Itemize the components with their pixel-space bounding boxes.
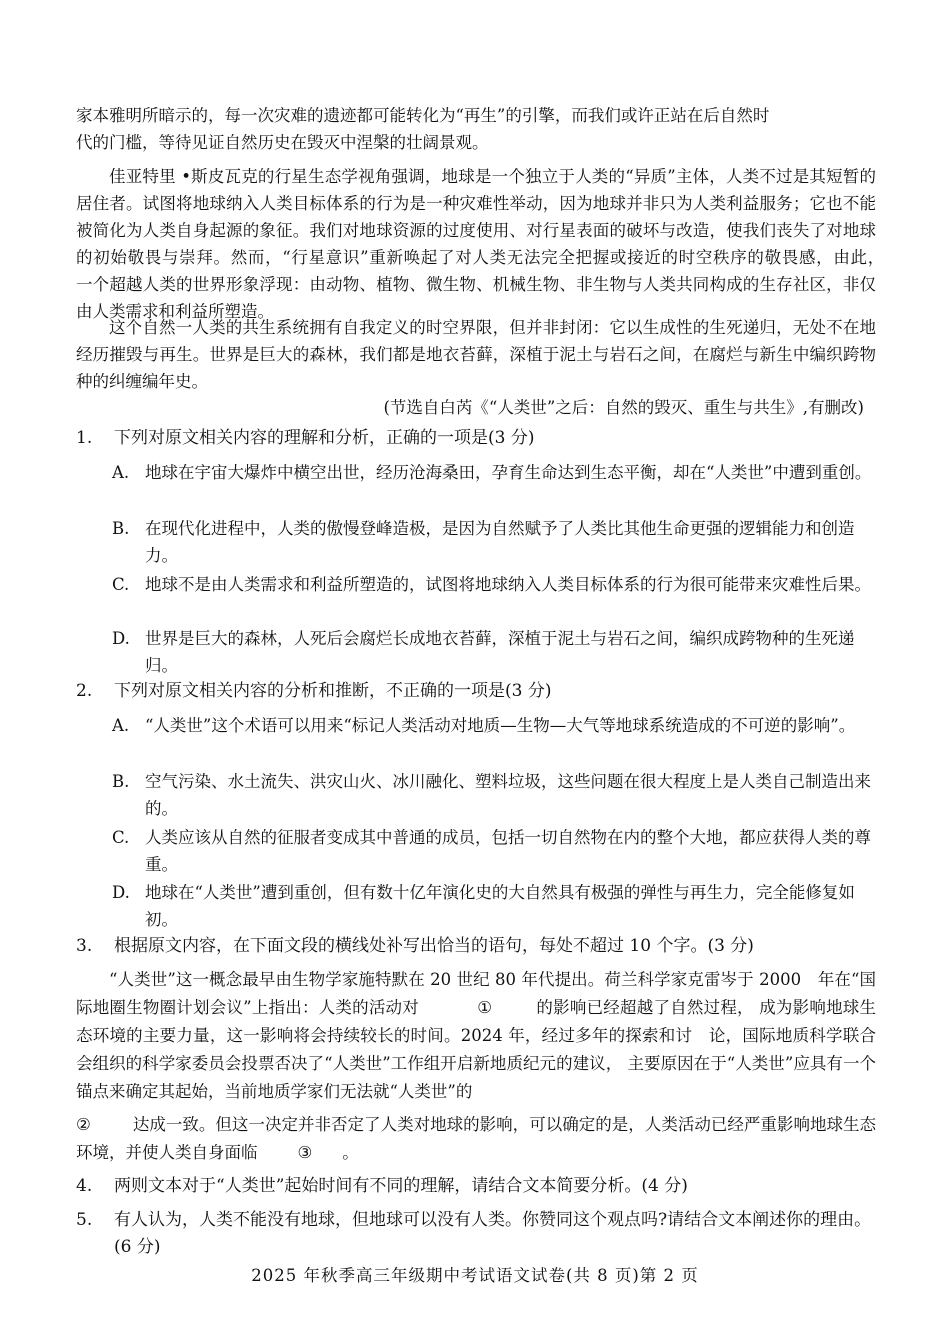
blank-3-marker: ③ bbox=[297, 1143, 313, 1162]
option-text: 地球在宇宙大爆炸中横空出世，经历沧海桑田，孕育生命达到生态平衡，却在“人类世”中遭到重创。 bbox=[145, 463, 872, 482]
option-text: 人类应该从自然的征服者变成其中普通的成员，包括一切自然物在内的整个大地，都应获得人类的尊重。 bbox=[145, 828, 871, 874]
question-stem: 下列对原文相关内容的分析和推断，不正确的一项是(3 分) bbox=[114, 681, 552, 701]
question-number: 1. bbox=[76, 428, 93, 448]
q3-fill-paragraph-continued bbox=[76, 1111, 876, 1167]
question-number: 4. bbox=[76, 1176, 93, 1196]
passage-source: (节选自白芮《“人类世”之后：自然的毁灭、重生与共生》,有删改) bbox=[383, 398, 864, 417]
option-text: “人类世”这个术语可以用来“标记人类活动对地质—生物—大气等地球系统造成的不可逆的影响”。 bbox=[145, 716, 856, 735]
option-letter: C. bbox=[112, 575, 130, 594]
q3-fill-paragraph bbox=[76, 966, 876, 1106]
option-letter: B. bbox=[112, 772, 130, 791]
passage-paragraph-2: 佳亚特里 •斯皮瓦克的行星生态学视角强调，地球是一个独立于人类的“异质”主体，人类不过是其短暂的居住者。试图将地球纳入人类目标体系的行为是一种灾难性举动，因为地球并非只为人类利益服务；它也不能被简化为人类自身起源的象征。我们对地球资源的过度使用、对行星表面的破坏与改造，使我们丧失了对地球的初始敬畏与崇拜。然而，“行星意识”重新唤起了对人类无法完全把握或接近的时空秩序的敬畏感，由此， 一个超越人类的世界形象浮现：由动物、植物、微生物、机械生物、非生物与人类共同构成的生存社区，非仅由人类需求和利益所塑造。 bbox=[76, 167, 893, 321]
passage-p1-line2: 代的门槛，等待见证自然历史在毁灭中涅槃的壮阔景观。 bbox=[76, 133, 489, 152]
blank-2-marker: ② bbox=[76, 1115, 91, 1134]
option-text: 空气污染、水土流失、洪灾山火、冰川融化、塑料垃圾，这些问题在很大程度上是人类自己制造出来的。 bbox=[145, 772, 871, 818]
passage-paragraph-3: 这个自然一人类的共生系统拥有自我定义的时空界限，但并非封闭：它以生成性的生死递归，无处不在地经历摧毁与再生。世界是巨大的森林，我们都是地衣苔藓，深植于泥土与岩石之间，在腐烂与新生中编织跨物种的纠缠编年史。 bbox=[76, 318, 876, 391]
q3-text-part-a: “人类世”这一概念最早由生物学家施特默在 20 世纪 80 年代提出。荷兰科学家克雷岑于 2000 年在“国际地圈生物圈计划会议”上指出：人类的活动对 bbox=[76, 970, 876, 1017]
option-text: 世界是巨大的森林，人死后会腐烂长成地衣苔藓，深植于泥土与岩石之间，编织成跨物种的生死递归。 bbox=[145, 629, 855, 675]
question-stem: 有人认为，人类不能没有地球，但地球可以没有人类。你赞同这个观点吗?请结合文本阐述你的理由。(6 分) bbox=[114, 1210, 872, 1257]
question-number: 3. bbox=[76, 936, 93, 956]
q3-text-part-b: 的影响已经超越了自然过程， 成为影响地球生态环境的主要力量，这一影响将会持续较长的时间。2024 年，经过多年的探索和讨 论，国际地质科学联合会组织的科学家委员会投票否决了“人类世”工作组开启新地质纪元的建议， 主要原因在于“人类世”应具有一个锚点来确定其起始，当前地质学家们无法就“人类世”的 bbox=[76, 998, 877, 1101]
question-stem: 两则文本对于“人类世”起始时间有不同的理解，请结合文本简要分析。(4 分) bbox=[114, 1176, 688, 1196]
option-letter: B. bbox=[112, 519, 130, 538]
question-stem: 根据原文内容，在下面文段的横线处补写出恰当的语句，每处不超过 10 个字。(3 分) bbox=[114, 936, 754, 956]
option-text: 地球在“人类世”遭到重创，但有数十亿年演化史的大自然具有极强的弹性与再生力，完全能修复如初。 bbox=[145, 883, 855, 929]
passage-p1-line1: 家本雅明所暗示的，每一次灾难的遗迹都可能转化为“再生”的引擎，而我们或许正站在后自然时 bbox=[76, 106, 770, 125]
q3-text-part-c: 达成一致。但这一决定并非否定了人类对地球的影响，可以确定的是，人类活动已经严重影响地球生态环境，并使人类自身面临 bbox=[76, 1115, 877, 1162]
option-letter: D. bbox=[112, 629, 130, 648]
page-footer: 2025 年秋季高三年级期中考试语文试卷(共 8 页)第 2 页 bbox=[251, 1266, 699, 1285]
q3-end-mark: 。 bbox=[342, 1143, 359, 1162]
option-letter: A. bbox=[112, 463, 130, 482]
question-number: 5. bbox=[76, 1210, 93, 1230]
option-letter: D. bbox=[112, 883, 130, 902]
blank-1-marker: ① bbox=[476, 998, 493, 1017]
option-letter: C. bbox=[112, 828, 130, 847]
question-number: 2. bbox=[76, 681, 93, 701]
question-stem: 下列对原文相关内容的理解和分析，正确的一项是(3 分) bbox=[114, 428, 535, 448]
option-text: 地球不是由人类需求和利益所塑造的，试图将地球纳入人类目标体系的行为很可能带来灾难性后果。 bbox=[145, 575, 871, 594]
option-text: 在现代化进程中，人类的傲慢登峰造极，是因为自然赋予了人类比其他生命更强的逻辑能力和创造力。 bbox=[145, 519, 855, 565]
option-letter: A. bbox=[112, 716, 130, 735]
passage-paragraph-1 bbox=[76, 102, 876, 156]
